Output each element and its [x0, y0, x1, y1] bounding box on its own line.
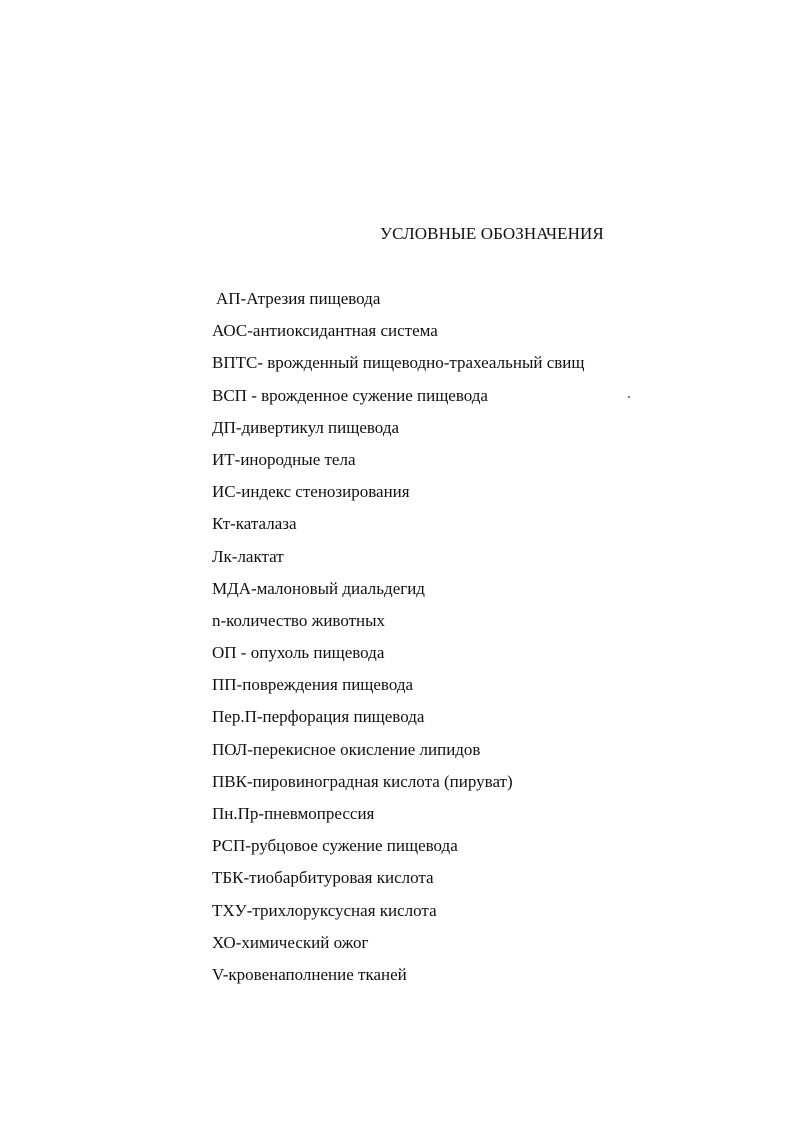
list-item: Лк-лактат	[212, 546, 284, 566]
list-item: ПВК-пировиноградная кислота (пируват)	[212, 771, 513, 791]
list-item: ТХУ-трихлоруксусная кислота	[212, 900, 437, 920]
list-item: ИТ-инородные тела	[212, 449, 356, 469]
list-item: АП-Атрезия пищевода	[216, 289, 381, 308]
list-item: V-кровенаполнение тканей	[212, 964, 407, 984]
scan-speck	[628, 396, 630, 398]
list-item: МДА-малоновый диальдегид	[212, 578, 425, 598]
list-item: ПОЛ-перекисное окисление липидов	[212, 739, 481, 759]
list-item: n-количество животных	[212, 610, 386, 630]
list-item: ИС-индекс стенозирования	[212, 482, 410, 502]
list-item: АОС-антиоксидантная система	[212, 321, 438, 341]
list-item: Кт-каталаза	[212, 514, 297, 534]
list-item: Пер.П-перфорация пищевода	[212, 707, 425, 727]
list-item: ВПТС- врожденный пищеводно-трахеальный свищ	[212, 353, 585, 373]
list-item: Пн.Пр-пневмопрессия	[212, 804, 375, 823]
abbreviation-list	[212, 287, 585, 995]
list-item: ПП-повреждения пищевода	[212, 675, 414, 695]
list-item: ХО-химический ожог	[212, 932, 369, 952]
list-item: РСП-рубцовое сужение пищевода	[212, 836, 458, 856]
list-item: ВСП - врожденное сужение пищевода	[212, 385, 488, 405]
list-item: ОП - опухоль пищевода	[212, 643, 385, 663]
page-title: УСЛОВНЫЕ ОБОЗНАЧЕНИЯ	[380, 224, 604, 243]
list-item: ДП-дивертикул пищевода	[212, 417, 400, 437]
list-item: ТБК-тиобарбитуровая кислота	[212, 868, 434, 888]
